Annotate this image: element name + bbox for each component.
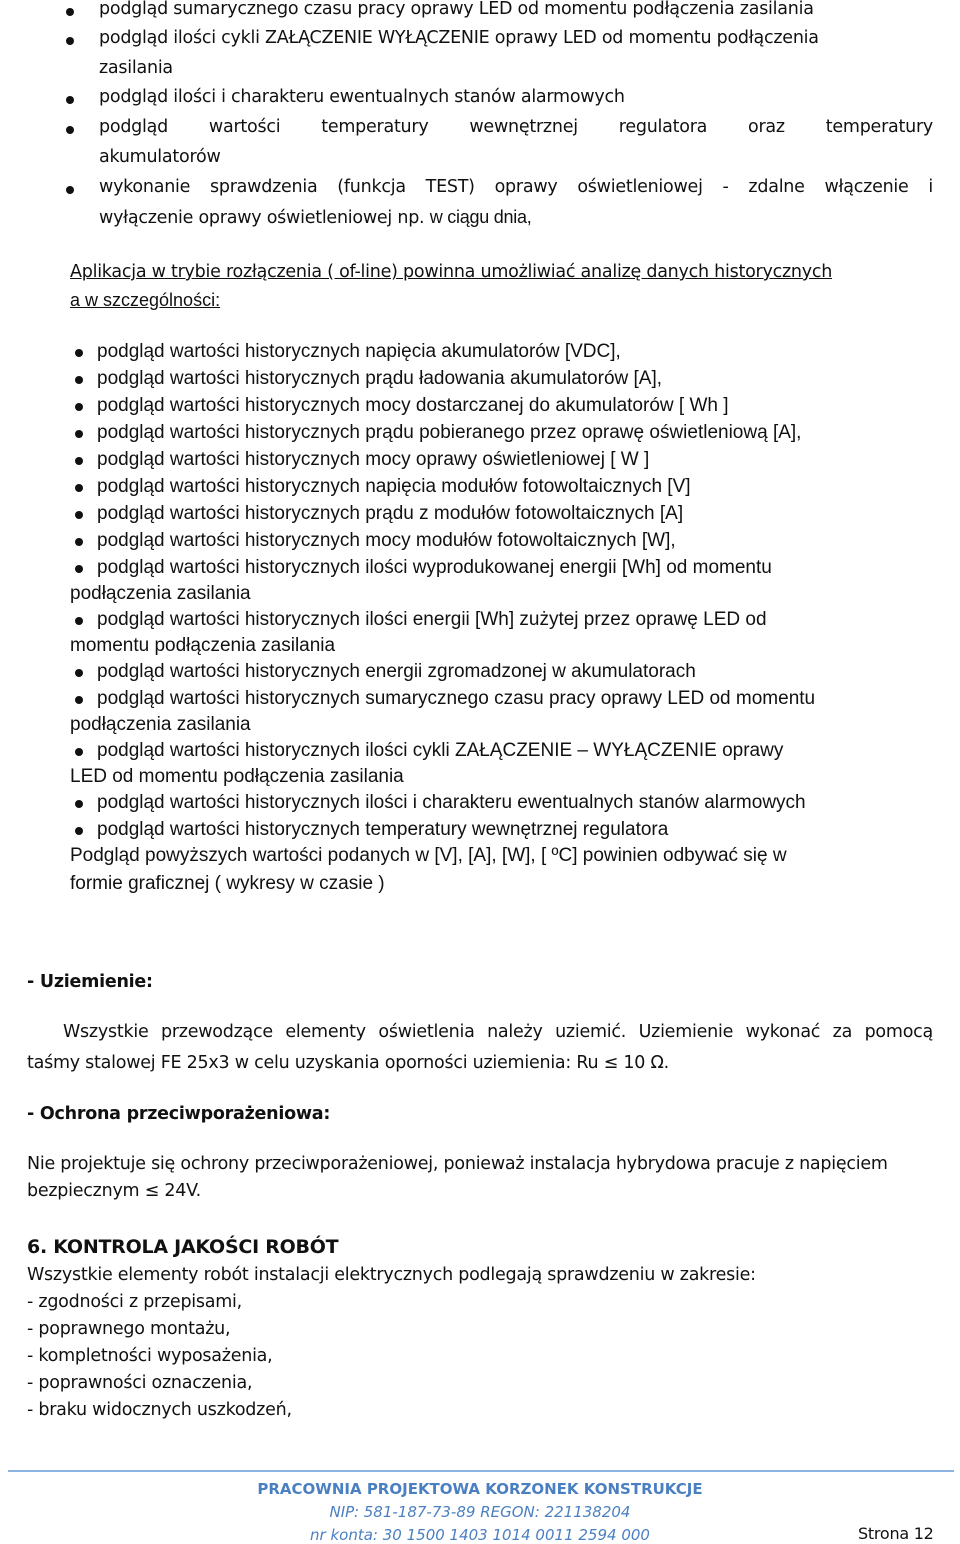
list-item: podgląd wartości temperatury wewnętrznej regulatora oraz temperatury xyxy=(99,117,933,137)
list-item: podgląd sumarycznego czasu pracy oprawy LED od momentu podłączenia zasilania xyxy=(99,0,814,19)
bullet-icon xyxy=(75,511,83,519)
bullet-icon xyxy=(66,8,74,16)
list-item-cont: LED od momentu podłączenia zasilania xyxy=(70,766,404,787)
list-item-cont: podłączenia zasilania xyxy=(70,583,251,604)
list-item-cont: zasilania xyxy=(99,58,173,78)
footer-company: PRACOWNIA PROJEKTOWA KORZONEK KONSTRUKCJE xyxy=(257,1480,703,1498)
bullet-icon xyxy=(75,696,83,704)
footer-ids: NIP: 581-187-73-89 REGON: 221138204 xyxy=(329,1503,631,1521)
section-heading: 6. KONTROLA JAKOŚCI ROBÓT xyxy=(27,1236,339,1258)
list-item-text: w ciągu dnia, xyxy=(429,207,532,227)
check-item: - poprawnego montażu, xyxy=(27,1319,231,1339)
page-number: Strona 12 xyxy=(858,1524,934,1543)
list-item-cont: akumulatorów xyxy=(99,147,221,167)
list-item: podgląd ilości i charakteru ewentualnych stanów alarmowych xyxy=(99,87,625,107)
grounding-text-cont: taśmy stalowej FE 25x3 w celu uzyskania oporności uziemienia: Ru ≤ 10 Ω. xyxy=(27,1053,669,1073)
offline-heading: Aplikacja w trybie rozłączenia ( of-line) powinna umożliwiać analizę danych historycznych xyxy=(70,262,833,282)
bullet-icon xyxy=(75,565,83,573)
list-item: podgląd wartości historycznych mocy modułów fotowoltaicznych [W], xyxy=(97,530,676,551)
bullet-icon xyxy=(66,96,74,104)
list-item: podgląd wartości historycznych prądu pobieranego przez oprawę oświetleniową [A], xyxy=(97,422,802,443)
list-item-cont: podłączenia zasilania xyxy=(70,714,251,735)
bullet-icon xyxy=(75,349,83,357)
bullet-icon xyxy=(75,430,83,438)
list-item: wykonanie sprawdzenia (funkcja TEST) oprawy oświetleniowej - zdalne włączenie i xyxy=(99,177,933,197)
list-item: podgląd wartości historycznych napięcia modułów fotowoltaicznych [V] xyxy=(97,476,691,497)
footer-divider xyxy=(8,1470,954,1472)
bullet-icon xyxy=(75,538,83,546)
graph-note-cont: formie graficznej ( wykresy w czasie ) xyxy=(70,873,385,894)
check-item: - braku widocznych uszkodzeń, xyxy=(27,1400,292,1420)
bullet-icon xyxy=(75,617,83,625)
protection-text: Nie projektuje się ochrony przeciwporażeniowej, ponieważ instalacja hybrydowa pracuje z napięciem xyxy=(27,1154,888,1174)
bullet-icon xyxy=(75,376,83,384)
list-item: podgląd wartości historycznych ilości wyprodukowanej energii [Wh] od momentu xyxy=(97,557,772,578)
list-item: podgląd wartości historycznych temperatury wewnętrznej regulatora xyxy=(97,819,669,840)
offline-heading-cont: a w szczególności: xyxy=(70,290,221,310)
list-item-text: wyłączenie oprawy oświetleniowej np. xyxy=(99,208,425,228)
bullet-icon xyxy=(66,186,74,194)
section-intro: Wszystkie elementy robót instalacji elektrycznych podlegają sprawdzeniu w zakresie: xyxy=(27,1265,756,1285)
bullet-icon xyxy=(75,800,83,808)
list-item: podgląd wartości historycznych mocy oprawy oświetleniowej [ W ] xyxy=(97,449,650,470)
check-item: - kompletności wyposażenia, xyxy=(27,1346,273,1366)
bullet-icon xyxy=(66,126,74,134)
bullet-icon xyxy=(75,457,83,465)
list-item-cont: momentu podłączenia zasilania xyxy=(70,635,336,656)
list-item: podgląd wartości historycznych napięcia akumulatorów [VDC], xyxy=(97,341,621,362)
list-item: podgląd wartości historycznych energii zgromadzonej w akumulatorach xyxy=(97,661,696,682)
bullet-icon xyxy=(75,669,83,677)
list-item: podgląd wartości historycznych ilości cykli ZAŁĄCZENIE – WYŁĄCZENIE oprawy xyxy=(97,740,784,761)
list-item: podgląd wartości historycznych mocy dostarczanej do akumulatorów [ Wh ] xyxy=(97,395,729,416)
bullet-icon xyxy=(75,748,83,756)
list-item: podgląd wartości historycznych ilości i charakteru ewentualnych stanów alarmowych xyxy=(97,792,806,813)
list-item: podgląd wartości historycznych ilości energii [Wh] zużytej przez oprawę LED od xyxy=(97,609,767,630)
footer-account: nr konta: 30 1500 1403 1014 0011 2594 000 xyxy=(310,1526,650,1544)
bullet-icon xyxy=(75,484,83,492)
check-item: - poprawności oznaczenia, xyxy=(27,1373,253,1393)
list-item: podgląd wartości historycznych prądu ładowania akumulatorów [A], xyxy=(97,368,663,389)
graph-note: Podgląd powyższych wartości podanych w [V], [A], [W], [ ºC] powinien odbywać się w xyxy=(70,845,787,866)
grounding-heading: - Uziemienie: xyxy=(27,972,153,992)
bullet-icon xyxy=(75,403,83,411)
list-item: podgląd wartości historycznych sumarycznego czasu pracy oprawy LED od momentu xyxy=(97,688,816,709)
grounding-text: Wszystkie przewodzące elementy oświetlenia należy uziemić. Uziemienie wykonać za pomocą xyxy=(63,1022,933,1042)
check-item: - zgodności z przepisami, xyxy=(27,1292,242,1312)
bullet-icon xyxy=(75,827,83,835)
list-item: podgląd ilości cykli ZAŁĄCZENIE WYŁĄCZENIE oprawy LED od momentu podłączenia xyxy=(99,28,819,48)
protection-text-cont: bezpiecznym ≤ 24V. xyxy=(27,1181,201,1201)
bullet-icon xyxy=(66,37,74,45)
list-item: podgląd wartości historycznych prądu z modułów fotowoltaicznych [A] xyxy=(97,503,684,524)
list-item-cont xyxy=(99,207,532,228)
protection-heading: - Ochrona przeciwporażeniowa: xyxy=(27,1104,331,1124)
